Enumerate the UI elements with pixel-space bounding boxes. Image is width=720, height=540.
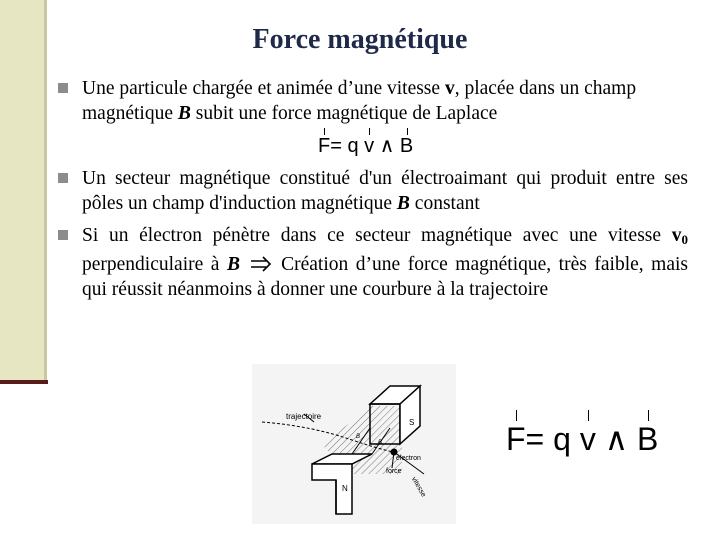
formula-large-F: F [506,421,526,457]
side-band [0,0,46,384]
square-bullet-icon [58,173,68,183]
bullet-2-text: Un secteur magnétique constitué d'un électroaimant qui produit entre ses pôles un champ d'induction magnétique B constant [82,168,688,214]
bullet-1-text: Une particule chargée et animée d’une vitesse v, placée dans un champ magnétique B subit une force magnétique de Laplace [82,78,637,124]
label-trajectoire: trajectoire [286,412,322,421]
formula-large-op: ∧ [604,421,629,457]
formula-B: B [399,135,414,157]
formula-F: F [318,135,331,157]
label-S: S [409,418,415,427]
label-B2: B [378,440,383,446]
label-B1: B [356,434,361,440]
bullet-3-text: Si un électron pénètre dans ce secteur magnétique avec une vitesse v0 perpendiculaire à B Création d’une force magnétique, très faible, mais qui réussit néanmoins à donner une courbure à la trajectoire [82,225,689,300]
laplace-formula-small [318,133,413,158]
formula-large-v: v [579,421,596,457]
slide-title: Force magnétique [252,24,468,55]
magnet-diagram [252,364,456,524]
label-vitesse: vitesse [409,476,427,499]
label-force: force [386,468,402,475]
implies-arrow-icon [250,256,272,272]
label-electron: électron [396,455,421,462]
formula-v: v [364,135,375,157]
formula-large-B: B [637,421,659,457]
magnetic-sector-figure [252,364,456,524]
side-band-edge [44,0,47,384]
label-N: N [342,484,348,493]
laplace-formula-large [506,420,658,458]
formula-op: ∧ [379,135,395,157]
square-bullet-icon [58,230,68,240]
formula-large-eq: = q [525,421,571,457]
formula-eq: = q [330,135,359,157]
side-band-rule [0,380,48,384]
square-bullet-icon [58,83,68,93]
